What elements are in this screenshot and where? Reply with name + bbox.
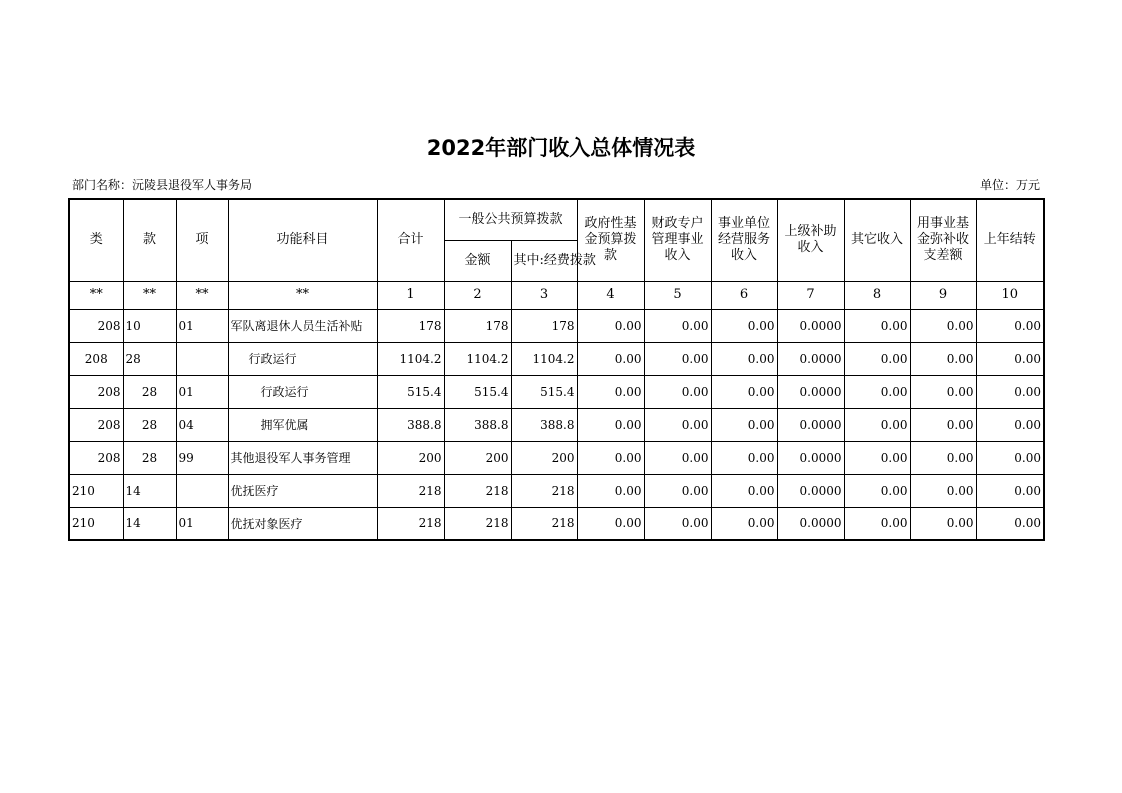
column-number: 4 bbox=[577, 281, 644, 309]
cell-fin-special: 0.00 bbox=[644, 375, 711, 408]
cell-xiang: 01 bbox=[176, 507, 228, 540]
cell-upper: 0.0000 bbox=[777, 309, 844, 342]
cell-upper: 0.0000 bbox=[777, 375, 844, 408]
header-use-fund: 用事业基金弥补收支差额 bbox=[910, 199, 976, 281]
cell-kuan: 28 bbox=[123, 342, 176, 375]
cell-use-fund: 0.00 bbox=[910, 375, 976, 408]
cell-amount: 388.8 bbox=[444, 408, 511, 441]
cell-other: 0.00 bbox=[844, 441, 910, 474]
column-number: ** bbox=[228, 281, 377, 309]
cell-fin-special: 0.00 bbox=[644, 408, 711, 441]
column-number: ** bbox=[123, 281, 176, 309]
cell-fin-special: 0.00 bbox=[644, 474, 711, 507]
cell-xiang: 99 bbox=[176, 441, 228, 474]
cell-of-which: 515.4 bbox=[511, 375, 577, 408]
cell-gov-fund: 0.00 bbox=[577, 309, 644, 342]
header-upper-subsidy: 上级补助收入 bbox=[777, 199, 844, 281]
cell-other: 0.00 bbox=[844, 408, 910, 441]
cell-last-year: 0.00 bbox=[976, 309, 1044, 342]
cell-xiang: 01 bbox=[176, 309, 228, 342]
cell-upper: 0.0000 bbox=[777, 507, 844, 540]
cell-business: 0.00 bbox=[711, 441, 777, 474]
cell-amount: 218 bbox=[444, 474, 511, 507]
cell-business: 0.00 bbox=[711, 342, 777, 375]
cell-kuan: 14 bbox=[123, 507, 176, 540]
cell-amount: 515.4 bbox=[444, 375, 511, 408]
table-header bbox=[69, 199, 1044, 309]
cell-func: 军队离退休人员生活补贴 bbox=[228, 309, 377, 342]
table-row bbox=[69, 342, 1044, 375]
table-row bbox=[69, 408, 1044, 441]
cell-amount: 178 bbox=[444, 309, 511, 342]
table-row bbox=[69, 375, 1044, 408]
column-number: 5 bbox=[644, 281, 711, 309]
column-number: 6 bbox=[711, 281, 777, 309]
cell-use-fund: 0.00 bbox=[910, 342, 976, 375]
cell-last-year: 0.00 bbox=[976, 375, 1044, 408]
cell-func: 拥军优属 bbox=[228, 408, 377, 441]
column-number: 10 bbox=[976, 281, 1044, 309]
header-gov-fund: 政府性基金预算拨款 bbox=[577, 199, 644, 281]
cell-other: 0.00 bbox=[844, 342, 910, 375]
header-general-budget: 一般公共预算拨款 bbox=[444, 199, 577, 240]
cell-of-which: 388.8 bbox=[511, 408, 577, 441]
cell-gov-fund: 0.00 bbox=[577, 441, 644, 474]
cell-lei: 208 bbox=[69, 441, 123, 474]
cell-of-which: 218 bbox=[511, 507, 577, 540]
header-xiang: 项 bbox=[176, 199, 228, 281]
cell-fin-special: 0.00 bbox=[644, 342, 711, 375]
table-body bbox=[69, 309, 1044, 540]
column-number: 3 bbox=[511, 281, 577, 309]
table-row bbox=[69, 507, 1044, 540]
cell-lei: 208 bbox=[69, 408, 123, 441]
cell-total: 388.8 bbox=[377, 408, 444, 441]
cell-kuan: 14 bbox=[123, 474, 176, 507]
cell-lei: 208 bbox=[69, 309, 123, 342]
cell-xiang bbox=[176, 474, 228, 507]
cell-gov-fund: 0.00 bbox=[577, 408, 644, 441]
cell-other: 0.00 bbox=[844, 474, 910, 507]
unit-label: 单位：万元 bbox=[979, 178, 1040, 192]
cell-upper: 0.0000 bbox=[777, 408, 844, 441]
cell-business: 0.00 bbox=[711, 408, 777, 441]
cell-lei: 210 bbox=[69, 474, 123, 507]
cell-business: 0.00 bbox=[711, 309, 777, 342]
column-number: 2 bbox=[444, 281, 511, 309]
cell-use-fund: 0.00 bbox=[910, 507, 976, 540]
cell-last-year: 0.00 bbox=[976, 441, 1044, 474]
cell-total: 218 bbox=[377, 474, 444, 507]
column-number-row bbox=[69, 281, 1044, 309]
cell-use-fund: 0.00 bbox=[910, 309, 976, 342]
cell-of-which: 178 bbox=[511, 309, 577, 342]
cell-last-year: 0.00 bbox=[976, 474, 1044, 507]
column-number: 7 bbox=[777, 281, 844, 309]
cell-other: 0.00 bbox=[844, 507, 910, 540]
cell-upper: 0.0000 bbox=[777, 474, 844, 507]
header-total: 合计 bbox=[377, 199, 444, 281]
cell-business: 0.00 bbox=[711, 507, 777, 540]
cell-kuan: 28 bbox=[123, 375, 176, 408]
header-business: 事业单位经营服务收入 bbox=[711, 199, 777, 281]
cell-business: 0.00 bbox=[711, 375, 777, 408]
cell-func: 行政运行 bbox=[228, 375, 377, 408]
cell-other: 0.00 bbox=[844, 309, 910, 342]
cell-upper: 0.0000 bbox=[777, 441, 844, 474]
cell-upper: 0.0000 bbox=[777, 342, 844, 375]
cell-business: 0.00 bbox=[711, 474, 777, 507]
cell-fin-special: 0.00 bbox=[644, 309, 711, 342]
table-row bbox=[69, 309, 1044, 342]
table-row bbox=[69, 474, 1044, 507]
cell-total: 178 bbox=[377, 309, 444, 342]
column-number: 8 bbox=[844, 281, 910, 309]
cell-lei: 208 bbox=[69, 342, 123, 375]
header-other: 其它收入 bbox=[844, 199, 910, 281]
cell-func: 其他退役军人事务管理 bbox=[228, 441, 377, 474]
cell-of-which: 1104.2 bbox=[511, 342, 577, 375]
cell-amount: 218 bbox=[444, 507, 511, 540]
cell-last-year: 0.00 bbox=[976, 342, 1044, 375]
cell-xiang: 04 bbox=[176, 408, 228, 441]
header-amount: 金额 bbox=[444, 240, 511, 281]
header-lei: 类 bbox=[69, 199, 123, 281]
cell-use-fund: 0.00 bbox=[910, 408, 976, 441]
cell-use-fund: 0.00 bbox=[910, 441, 976, 474]
cell-xiang: 01 bbox=[176, 375, 228, 408]
cell-kuan: 28 bbox=[123, 441, 176, 474]
cell-use-fund: 0.00 bbox=[910, 474, 976, 507]
department-name: 部门名称：沅陵县退役军人事务局 bbox=[72, 178, 253, 192]
cell-xiang bbox=[176, 342, 228, 375]
column-number: 9 bbox=[910, 281, 976, 309]
cell-func: 优抚医疗 bbox=[228, 474, 377, 507]
header-kuan: 款 bbox=[123, 199, 176, 281]
cell-last-year: 0.00 bbox=[976, 408, 1044, 441]
column-number: 1 bbox=[377, 281, 444, 309]
cell-total: 1104.2 bbox=[377, 342, 444, 375]
cell-kuan: 28 bbox=[123, 408, 176, 441]
table-row bbox=[69, 441, 1044, 474]
cell-func: 行政运行 bbox=[228, 342, 377, 375]
column-number: ** bbox=[176, 281, 228, 309]
cell-of-which: 200 bbox=[511, 441, 577, 474]
income-table bbox=[68, 198, 1045, 541]
header-of-which: 其中:经费拨款 bbox=[511, 240, 577, 281]
column-number: ** bbox=[69, 281, 123, 309]
cell-last-year: 0.00 bbox=[976, 507, 1044, 540]
cell-amount: 1104.2 bbox=[444, 342, 511, 375]
cell-total: 515.4 bbox=[377, 375, 444, 408]
cell-amount: 200 bbox=[444, 441, 511, 474]
cell-total: 218 bbox=[377, 507, 444, 540]
cell-lei: 210 bbox=[69, 507, 123, 540]
cell-kuan: 10 bbox=[123, 309, 176, 342]
cell-total: 200 bbox=[377, 441, 444, 474]
cell-fin-special: 0.00 bbox=[644, 441, 711, 474]
cell-fin-special: 0.00 bbox=[644, 507, 711, 540]
page-title: 2022年部门收入总体情况表 bbox=[426, 136, 696, 160]
cell-gov-fund: 0.00 bbox=[577, 375, 644, 408]
header-last-year: 上年结转 bbox=[976, 199, 1044, 281]
header-function-subject: 功能科目 bbox=[228, 199, 377, 281]
cell-gov-fund: 0.00 bbox=[577, 474, 644, 507]
cell-lei: 208 bbox=[69, 375, 123, 408]
cell-gov-fund: 0.00 bbox=[577, 507, 644, 540]
cell-of-which: 218 bbox=[511, 474, 577, 507]
cell-gov-fund: 0.00 bbox=[577, 342, 644, 375]
cell-func: 优抚对象医疗 bbox=[228, 507, 377, 540]
cell-other: 0.00 bbox=[844, 375, 910, 408]
header-fin-special: 财政专户管理事业收入 bbox=[644, 199, 711, 281]
